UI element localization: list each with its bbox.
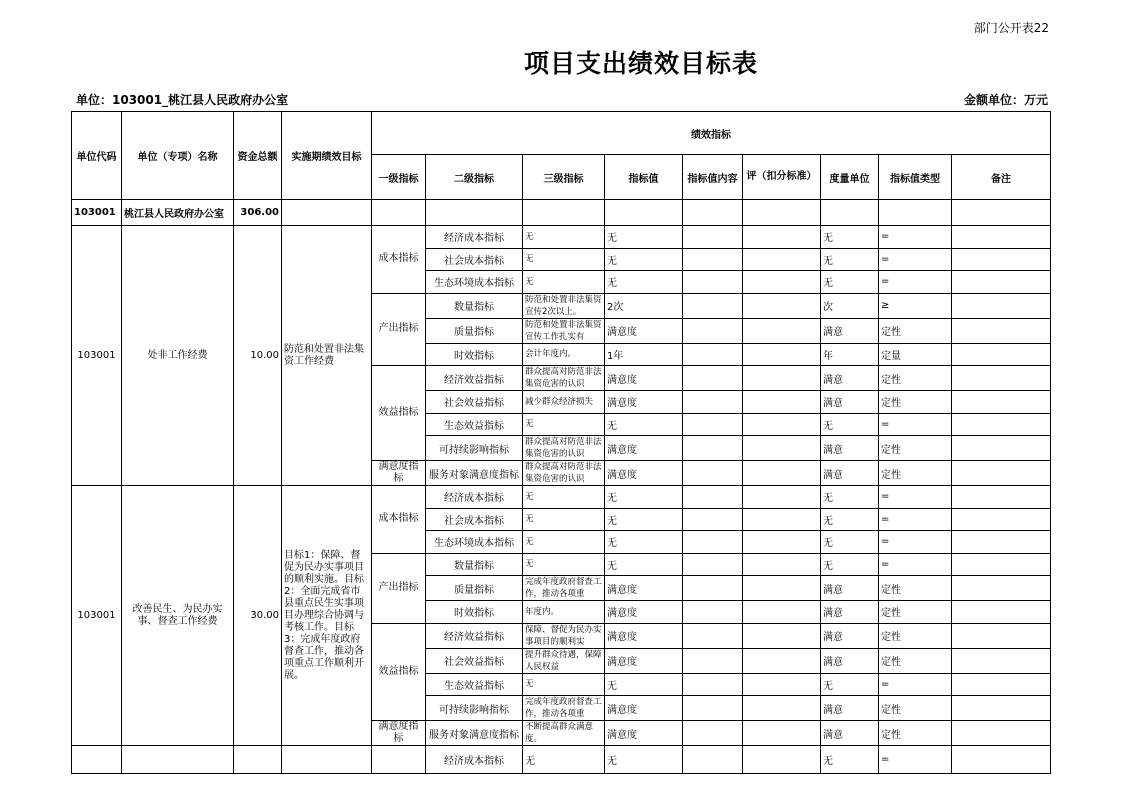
indicator-value-content xyxy=(683,366,743,391)
value-type: = xyxy=(879,248,952,271)
level3-indicator: 无 xyxy=(523,226,605,249)
measure-unit: 无 xyxy=(821,413,879,436)
level3-indicator: 保障、督促为民办实事项目的顺利实 xyxy=(523,623,605,648)
value-type: = xyxy=(879,413,952,436)
indicator-value: 无 xyxy=(605,413,683,436)
score-standard xyxy=(743,343,821,366)
summary-row xyxy=(72,200,1051,226)
value-type: = xyxy=(879,746,952,774)
level2-indicator: 质量指标 xyxy=(426,576,523,601)
amount-unit-label: 金额单位：万元 xyxy=(963,93,1048,107)
header-value-content: 指标值内容 xyxy=(683,155,743,200)
measure-unit: 无 xyxy=(821,673,879,696)
header-score: 评（扣分标准） xyxy=(743,155,821,200)
level2-indicator: 质量指标 xyxy=(426,318,523,343)
note xyxy=(952,508,1051,531)
indicator-value: 无 xyxy=(605,486,683,509)
note xyxy=(952,623,1051,648)
level3-indicator: 群众提高对防范非法集资危害的认识 xyxy=(523,461,605,486)
value-type: 定性 xyxy=(879,391,952,414)
summary-code: 103001 xyxy=(72,200,122,226)
measure-unit: 满意 xyxy=(821,623,879,648)
indicator-value-content xyxy=(683,721,743,746)
indicator-value: 无 xyxy=(605,553,683,576)
level2-indicator: 社会成本指标 xyxy=(426,508,523,531)
empty-cell xyxy=(72,746,122,774)
indicator-value-content xyxy=(683,648,743,673)
note xyxy=(952,248,1051,271)
note xyxy=(952,721,1051,746)
measure-unit: 无 xyxy=(821,486,879,509)
level2-indicator: 服务对象满意度指标 xyxy=(426,461,523,486)
level3-indicator: 无 xyxy=(523,248,605,271)
indicator-value: 满意度 xyxy=(605,366,683,391)
value-type: 定性 xyxy=(879,318,952,343)
level2-indicator: 经济效益指标 xyxy=(426,623,523,648)
table-row xyxy=(72,226,1051,249)
note xyxy=(952,601,1051,624)
value-type: 定性 xyxy=(879,601,952,624)
note xyxy=(952,461,1051,486)
project-total: 10.00 xyxy=(234,226,282,486)
score-standard xyxy=(743,271,821,294)
score-standard xyxy=(743,226,821,249)
header-value-type: 指标值类型 xyxy=(879,155,952,200)
indicator-value-content xyxy=(683,248,743,271)
level2-indicator: 时效指标 xyxy=(426,343,523,366)
note xyxy=(952,436,1051,461)
indicator-value: 满意度 xyxy=(605,696,683,721)
note xyxy=(952,293,1051,318)
level3-indicator: 防范和处置非法集资宣传工作扎实有 xyxy=(523,318,605,343)
project-code: 103001 xyxy=(72,226,122,486)
indicator-value-content xyxy=(683,553,743,576)
note xyxy=(952,531,1051,554)
level1-indicator: 效益指标 xyxy=(372,623,426,721)
indicator-value-content xyxy=(683,413,743,436)
value-type: = xyxy=(879,508,952,531)
indicator-value: 满意度 xyxy=(605,601,683,624)
score-standard xyxy=(743,601,821,624)
value-type: 定性 xyxy=(879,648,952,673)
value-type: = xyxy=(879,673,952,696)
indicator-value-content xyxy=(683,486,743,509)
indicator-value-content xyxy=(683,508,743,531)
level1-indicator: 产出指标 xyxy=(372,553,426,623)
indicator-value: 满意度 xyxy=(605,436,683,461)
level3-indicator: 会计年度内。 xyxy=(523,343,605,366)
note xyxy=(952,486,1051,509)
level1-indicator: 效益指标 xyxy=(372,366,426,461)
level3-indicator: 不断提高群众满意度。 xyxy=(523,721,605,746)
indicator-value-content xyxy=(683,696,743,721)
empty-cell xyxy=(234,746,282,774)
indicator-value: 无 xyxy=(605,248,683,271)
score-standard xyxy=(743,531,821,554)
measure-unit: 满意 xyxy=(821,461,879,486)
performance-table xyxy=(71,111,1051,774)
level1-indicator: 产出指标 xyxy=(372,293,426,366)
value-type: 定性 xyxy=(879,461,952,486)
measure-unit: 次 xyxy=(821,293,879,318)
level2-indicator: 经济效益指标 xyxy=(426,366,523,391)
indicator-value: 满意度 xyxy=(605,623,683,648)
header-unit-code: 单位代码 xyxy=(72,112,122,200)
note xyxy=(952,673,1051,696)
value-type: = xyxy=(879,226,952,249)
indicator-value: 无 xyxy=(605,531,683,554)
project-total: 30.00 xyxy=(234,486,282,746)
value-type: 定性 xyxy=(879,696,952,721)
header-level3: 三级指标 xyxy=(523,155,605,200)
indicator-value: 无 xyxy=(605,746,683,774)
value-type: 定性 xyxy=(879,436,952,461)
measure-unit: 满意 xyxy=(821,648,879,673)
table-number-label: 部门公开表22 xyxy=(973,21,1049,35)
indicator-value-content xyxy=(683,436,743,461)
measure-unit: 满意 xyxy=(821,366,879,391)
level3-indicator: 提升群众待遇，保障人民权益 xyxy=(523,648,605,673)
value-type: 定性 xyxy=(879,623,952,648)
level2-indicator: 经济成本指标 xyxy=(426,226,523,249)
header-unit-name: 单位（专项）名称 xyxy=(122,112,234,200)
indicator-value: 无 xyxy=(605,226,683,249)
value-type: = xyxy=(879,271,952,294)
level2-indicator: 经济成本指标 xyxy=(426,746,523,774)
note xyxy=(952,366,1051,391)
level3-indicator: 无 xyxy=(523,531,605,554)
project-name: 改善民生、为民办实事、督查工作经费 xyxy=(122,486,234,746)
score-standard xyxy=(743,746,821,774)
level1-indicator: 成本指标 xyxy=(372,226,426,294)
score-standard xyxy=(743,461,821,486)
indicator-value: 满意度 xyxy=(605,721,683,746)
value-type: 定性 xyxy=(879,366,952,391)
header-total: 资金总额 xyxy=(234,112,282,200)
score-standard xyxy=(743,413,821,436)
measure-unit: 无 xyxy=(821,531,879,554)
level2-indicator: 数量指标 xyxy=(426,293,523,318)
score-standard xyxy=(743,366,821,391)
indicator-value: 无 xyxy=(605,508,683,531)
note xyxy=(952,226,1051,249)
indicator-value-content xyxy=(683,226,743,249)
empty-cell xyxy=(372,746,426,774)
indicator-value-content xyxy=(683,531,743,554)
indicator-value-content xyxy=(683,343,743,366)
indicator-value: 2次 xyxy=(605,293,683,318)
indicator-value: 1年 xyxy=(605,343,683,366)
indicator-value: 满意度 xyxy=(605,576,683,601)
level3-indicator: 减少群众经济损失 xyxy=(523,391,605,414)
level2-indicator: 生态环境成本指标 xyxy=(426,271,523,294)
indicator-value-content xyxy=(683,461,743,486)
score-standard xyxy=(743,318,821,343)
level3-indicator: 无 xyxy=(523,271,605,294)
indicator-value-content xyxy=(683,601,743,624)
note xyxy=(952,391,1051,414)
value-type: 定性 xyxy=(879,576,952,601)
level3-indicator: 无 xyxy=(523,508,605,531)
summary-total: 306.00 xyxy=(234,200,282,226)
level2-indicator: 社会效益指标 xyxy=(426,648,523,673)
value-type: 定量 xyxy=(879,343,952,366)
header-measure-unit: 度量单位 xyxy=(821,155,879,200)
empty-cell xyxy=(282,746,372,774)
score-standard xyxy=(743,673,821,696)
level3-indicator: 防范和处置非法集资宣传2次以上。 xyxy=(523,293,605,318)
note xyxy=(952,553,1051,576)
level3-indicator: 群众提高对防范非法集资危害的认识 xyxy=(523,436,605,461)
indicator-value-content xyxy=(683,673,743,696)
level3-indicator: 无 xyxy=(523,413,605,436)
measure-unit: 满意 xyxy=(821,696,879,721)
note xyxy=(952,746,1051,774)
note xyxy=(952,271,1051,294)
score-standard xyxy=(743,293,821,318)
header-note: 备注 xyxy=(952,155,1051,200)
measure-unit: 无 xyxy=(821,248,879,271)
measure-unit: 无 xyxy=(821,553,879,576)
project-goal: 防范和处置非法集资工作经费 xyxy=(282,226,372,486)
header-performance: 绩效指标 xyxy=(372,112,1051,155)
level3-indicator: 无 xyxy=(523,673,605,696)
project-goal: 目标1：保障、督促为民办实事项目的顺利实施。目标2：全面完成省市县重点民生实事项目办理综合协调与考核工作。目标3：完成年度政府督查工作，推动各项重点工作顺利开展。 xyxy=(282,486,372,746)
level2-indicator: 可持续影响指标 xyxy=(426,696,523,721)
level3-indicator: 完成年度政府督查工作，推动各项重 xyxy=(523,696,605,721)
note xyxy=(952,696,1051,721)
indicator-value-content xyxy=(683,623,743,648)
indicator-value: 满意度 xyxy=(605,318,683,343)
score-standard xyxy=(743,248,821,271)
project-name: 处非工作经费 xyxy=(122,226,234,486)
measure-unit: 满意 xyxy=(821,601,879,624)
note xyxy=(952,343,1051,366)
score-standard xyxy=(743,623,821,648)
measure-unit: 满意 xyxy=(821,391,879,414)
level1-indicator: 成本指标 xyxy=(372,486,426,554)
level3-indicator: 无 xyxy=(523,486,605,509)
page-title: 项目支出绩效目标表 xyxy=(523,49,758,78)
measure-unit: 无 xyxy=(821,746,879,774)
table-row xyxy=(72,746,1051,774)
unit-label: 单位：103001_桃江县人民政府办公室 xyxy=(76,93,289,107)
level2-indicator: 生态环境成本指标 xyxy=(426,531,523,554)
level3-indicator: 完成年度政府督查工作，推动各项重 xyxy=(523,576,605,601)
note xyxy=(952,318,1051,343)
header-level1: 一级指标 xyxy=(372,155,426,200)
value-type: ≥ xyxy=(879,293,952,318)
level3-indicator: 无 xyxy=(523,746,605,774)
table-row xyxy=(72,486,1051,509)
score-standard xyxy=(743,436,821,461)
level3-indicator: 年度内。 xyxy=(523,601,605,624)
level3-indicator: 群众提高对防范非法集资危害的认识 xyxy=(523,366,605,391)
level1-indicator: 满意度指标 xyxy=(372,461,426,486)
indicator-value-content xyxy=(683,271,743,294)
header-goal: 实施期绩效目标 xyxy=(282,112,372,200)
summary-name: 桃江县人民政府办公室 xyxy=(122,200,234,226)
score-standard xyxy=(743,721,821,746)
score-standard xyxy=(743,508,821,531)
indicator-value-content xyxy=(683,576,743,601)
indicator-value-content xyxy=(683,293,743,318)
score-standard xyxy=(743,576,821,601)
indicator-value: 满意度 xyxy=(605,391,683,414)
measure-unit: 满意 xyxy=(821,721,879,746)
note xyxy=(952,413,1051,436)
level2-indicator: 可持续影响指标 xyxy=(426,436,523,461)
indicator-value-content xyxy=(683,746,743,774)
level1-indicator: 满意度指标 xyxy=(372,721,426,746)
level2-indicator: 服务对象满意度指标 xyxy=(426,721,523,746)
note xyxy=(952,576,1051,601)
header-level2: 二级指标 xyxy=(426,155,523,200)
measure-unit: 满意 xyxy=(821,318,879,343)
score-standard xyxy=(743,648,821,673)
level2-indicator: 时效指标 xyxy=(426,601,523,624)
value-type: = xyxy=(879,553,952,576)
score-standard xyxy=(743,486,821,509)
measure-unit: 无 xyxy=(821,226,879,249)
indicator-value: 无 xyxy=(605,271,683,294)
level2-indicator: 社会成本指标 xyxy=(426,248,523,271)
level2-indicator: 生态效益指标 xyxy=(426,673,523,696)
measure-unit: 满意 xyxy=(821,436,879,461)
score-standard xyxy=(743,553,821,576)
header-row-1 xyxy=(72,112,1051,155)
indicator-value-content xyxy=(683,391,743,414)
note xyxy=(952,648,1051,673)
score-standard xyxy=(743,391,821,414)
level2-indicator: 经济成本指标 xyxy=(426,486,523,509)
value-type: = xyxy=(879,531,952,554)
level2-indicator: 数量指标 xyxy=(426,553,523,576)
indicator-value: 满意度 xyxy=(605,461,683,486)
level2-indicator: 生态效益指标 xyxy=(426,413,523,436)
measure-unit: 满意 xyxy=(821,576,879,601)
indicator-value-content xyxy=(683,318,743,343)
header-value: 指标值 xyxy=(605,155,683,200)
value-type: = xyxy=(879,486,952,509)
empty-cell xyxy=(122,746,234,774)
measure-unit: 无 xyxy=(821,271,879,294)
level3-indicator: 无 xyxy=(523,553,605,576)
indicator-value: 满意度 xyxy=(605,648,683,673)
score-standard xyxy=(743,696,821,721)
level2-indicator: 社会效益指标 xyxy=(426,391,523,414)
measure-unit: 年 xyxy=(821,343,879,366)
measure-unit: 无 xyxy=(821,508,879,531)
project-code: 103001 xyxy=(72,486,122,746)
indicator-value: 无 xyxy=(605,673,683,696)
value-type: 定性 xyxy=(879,721,952,746)
